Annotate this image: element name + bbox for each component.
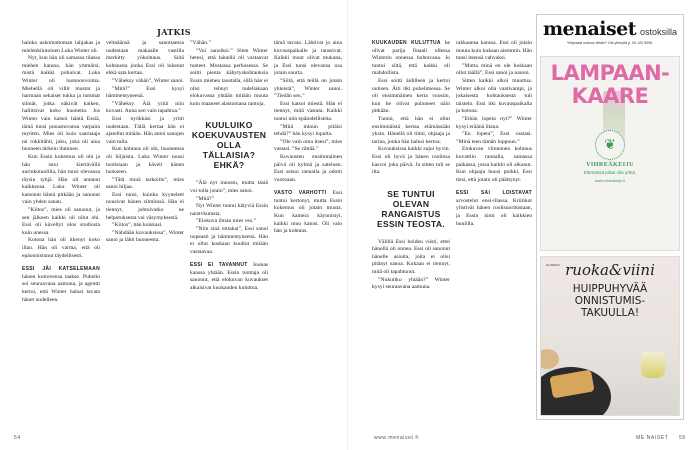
ads-header-suffix: ostoksilla: [640, 27, 678, 37]
paragraph: hainka uskomattoman lahjakas ja mielenkiintoinen Luka Winter oli.: [22, 40, 100, 54]
paragraph: velmäänsä ja sanottaessa uudestaan makaalle vastilla merkitty yökohtaus. Siitä kohtausta jonka Essi oli lukenut ehkä sata kertaa.: [106, 40, 184, 77]
menaiset-logo: menaiset: [542, 18, 637, 40]
page-number-left: 54: [14, 435, 21, 441]
paragraph: tämä tavata. Lähtivat jo aina kuvauspaikalle ja tanssivat. Kaikki muut olivat mukana, ja Essi tunsi olevansa osa jotain suurta.: [274, 40, 342, 77]
paragraph: Kun Essin kokemus oli ohi ja hän istui kiertävällä aurinkotuolilla, hän tunsi olevansa täysin tyhjä. Hän oli antanut kaikkensa. Luka Winter oli katsonut häntä pitkään ja sanonut vain yhden sanan.: [22, 153, 100, 206]
lead-in: ESSI EI TAVANNUT: [190, 262, 248, 269]
paragraph: ”Kiitos”, mies oli sanonut, ja sen jälkeen kaikki oli ollut ohi. Essi oli kävellyt ulos studiosta kuin unessa.: [22, 207, 100, 236]
paragraph: ”Nähdään kuvauksissa”, Winter sanoi ja lähti huoneesta.: [106, 229, 184, 244]
lead-in: VASTO VARHOTTI: [274, 190, 327, 197]
paragraph: ”Mitä?”: [196, 195, 215, 202]
paragraph: Kuvauksissa kaikki sujui hyvin. Essi oli hyvä ja hänen roolinsa kasvoi joka päivä. Ja sitten tuli se ilta.: [372, 146, 450, 176]
ad-url[interactable]: www.vihreakeiju.fi: [594, 179, 626, 183]
page-label: ME NAISET: [636, 435, 669, 441]
ad-publisher: GLORIAN: [546, 263, 560, 267]
lead-paragraph: [274, 190, 342, 236]
paragraph: Essi nyökkäsi ja yritti uudestaan. Tällä kertaa hän ei ajatellut mitään. Hän antoi sanojen vain tulla.: [106, 115, 184, 145]
paragraph: ”Voi sanoiksi.” Siten Winter hetesi, että hänellä oli vastaavat tunteet. Mustassa perhosessa. Se soitti pienta kähytyskohtauksia Essin miehen taustalla, sillä hän ei olisi tehnyt todellakaan elokuvassa yhtään mitään muuta kuin maaneet alastomana rantoja.: [190, 47, 268, 107]
ads-header: [540, 18, 680, 56]
paragraph: Kotona hän oli itkenyt koko illan. Hän oli varma, että oli epäonnistunut täydellisesti.: [22, 237, 100, 259]
paragraph: Kun kohtaus oli ohi, huoneessa oli hiljaista. Luka Winter nousi tuolistaan ja käveli hänen luokseen.: [106, 146, 184, 176]
lead-paragraph: [22, 266, 100, 304]
article-column-2: [106, 40, 184, 420]
paragraph: ”Kiitos”, hän kuiskasi.: [112, 222, 163, 229]
bread-image: [540, 349, 559, 369]
paragraph: ”Nukuitko yhtään?” Winter kysyi seuraavana aamuna.: [372, 276, 450, 291]
paragraph: Nyt, kun hän oli samassa tilassa miehen kanssa, hän ymmärsi, mistä kaikki puhuivat. Luka Winter oli luonnonvoima. Miehellä oli villit mustat ja harmaan sekaiset tukka ja tummat silmät, jotka näkivät kaiken, hallitsivat koko huonetta. Jos Winter vain katsoi häntä Essiä, tämä tunsi punastuvansa varpaita myöten. Mies oli kuin saarnaaja tai rokkitähti, joku, joka oli aina huoneen tärkein ihminen.: [22, 55, 100, 153]
lead-text: Joonas kanssa yhtään. Essin tuottaja oli sanonut, että elokuvan kuvaukset alkaisivat kuukauden kuluttua.: [190, 262, 268, 292]
paragraph: Tuntui, että hän ei ollut ensimmäistä kertaa elämässään yksin. Hänellä oli tiimi, ohjaaja ja tarina, jonka hän halusi kertoa.: [372, 115, 450, 145]
subhead-quote: SE TUNTUI OLEVAN RANGAISTUS ESSIN TEOSTA.: [377, 188, 445, 229]
section-title: JATKIS: [157, 27, 191, 37]
article-column-3: [190, 40, 268, 420]
paragraph: ”En lopeta”, Essi vastasi. ”Minä teen tämän loppuun.”: [456, 131, 532, 145]
page-spine: [347, 0, 348, 450]
website-url: www.menaiset.fi: [374, 435, 420, 441]
paragraph: Sitten kaikki alkoi muuttua. Winter alkoi olla vaativampi, ja jokaisesta kohtauksesta tuli taistelu. Essi itki kuvauspaikalla ja kotona.: [456, 77, 532, 115]
lead-paragraph: [456, 190, 532, 228]
lead-in: KUUKAUDEN KULUTTUA: [372, 40, 441, 46]
lead-in: ESSI SAI LOISTAVAT: [456, 190, 532, 197]
paragraph: ”Mitä?” Essi kysyi hämmentyneenä.: [106, 85, 184, 100]
paragraph: ”Ole vain oma itsesi”, mies vastasi. ”Se riittää.”: [274, 138, 342, 153]
lead-text: arvostelut ensi-illassa. Kriitikot ylistivät hänen roolisuoritustaan, ja Essin nimi oli kaikkien huulilla.: [456, 197, 532, 227]
ruoka-viini-ad[interactable]: [540, 256, 680, 416]
lead-in: ESSI JÄI KATSELEMAAN: [22, 266, 100, 273]
lead-paragraph: [372, 40, 450, 78]
article-column-1: [22, 40, 100, 420]
lead-text: Essi tuntui kertonyt, mutta Essin kokemus oli jotain muuta. Kun kamera käynnistyi, kaikki muu katosi. Oli vain hän ja kohtaus.: [274, 190, 342, 235]
article-column-4: [274, 40, 342, 420]
ad-headline: HUIPPUHYVÄÄ ONNISTUMIS- TAKUULLA!: [572, 283, 648, 319]
paragraph: Nyt Winter tuntui kätyviä Essin naistvkutusta.: [190, 203, 268, 217]
paragraph: ”Vähän.”: [190, 40, 211, 46]
paragraph: ”Niin sinä tottakai”, Essi sanoi nopeasti ja hämmentyneenä. Hän ei ollut koskaan kuullut mitään vastaavaa.: [190, 225, 268, 255]
page-number-right: 55: [679, 435, 686, 441]
ruoka-viini-logo: ruoka&viini: [565, 261, 655, 279]
paragraph: ”Elokuva ilman mies ves.”: [196, 218, 256, 225]
paragraph: Essi katsoi miestä. Hän ei tiennyt, mitä vastata. Kaikki tuntui niin epätodelliselta.: [274, 100, 342, 122]
oil-glass-image: [641, 352, 665, 378]
lead-text: he olivat parija finaali ollessa Winterin onnessa hohtavana. Jo tuntui siltä, että kaikki oli mahdollista.: [372, 40, 450, 77]
paragraph: Kuvausten ensimmäinen päivä oli kylmä ja sateinen. Essi seisoi rannalla ja odotti vuoroaan.: [274, 153, 342, 183]
pull-quote: KUULUIKO KOEKUVAUSTEN OLLA TÄLLAISIA? EHKÄ?: [191, 120, 267, 171]
paragraph: ”Väheksy. Älä yritä niin kovasti. Anna sen vain tapahtua.”: [106, 100, 184, 115]
ad-headline: LAMPAAN- KAARE: [550, 61, 670, 108]
advertise-cta: Yrityksesi mainos tähän? Ota yhteyttä p. 09 120 5090.: [566, 41, 654, 45]
lead-text: hänen kotiovensa taakse. Puhelin soi seuraavana aamuna, ja agentti kertoi, että Winter halusi tavata hänet uudelleen.: [22, 273, 100, 303]
vihreakeiju-ad[interactable]: [540, 56, 680, 251]
paragraph: ”Siitä, että teillä on jotain yhteistä”, Winter sanoi. ”Tiedän sen.”: [274, 77, 342, 100]
paragraph: ”Mitä minun pitäisi tehdä?” hän kysyi lopulta.: [274, 123, 342, 138]
paragraph: ”Älä nyt innostu, mutta tästä voi tulla jotain”, mies sanoi.: [190, 180, 268, 194]
article-column-5: [372, 40, 450, 420]
paragraph: rakkaansa kanssa. Essi oli jotain muuta kuin kukaan aiemmin. Hän tunsi itsensä vahvaksi.: [456, 40, 532, 62]
ad-tagline: Elämässä pitää olla yrttiä.: [583, 170, 637, 175]
shopping-ads-section: [536, 14, 684, 420]
paragraph: Elokuvan viimeinen kohtaus kuvattiin rannalla, samassa paikassa, jossa kaikki oli alkanut. Kun ohjaaja huusi poikki, Essi tiesi, että jotain oli päättynyt.: [456, 146, 532, 183]
paragraph: ”Tätä minä tarkoitin”, mies sanoi hiljaa.: [106, 176, 184, 191]
leaf-logo-icon: ❦: [595, 130, 625, 160]
paragraph: ”Väheksy vähän”, Winter sanoi.: [112, 77, 184, 84]
article-column-6: [456, 40, 532, 420]
paragraph: Välillä Essi hoideu viisti, ettei hänellä oli onnea. Essi oli sanonut hänelle asioita, joita ei olisi pitänyt sanoa. Kukaan ei tiennyt, mitä oli tapahtunut.: [372, 238, 450, 276]
paragraph: Essi soitti äidilleen ja kertoi uutisen. Äiti itki puhelimessa. Se oli ensimmäinen kerta vuosiin, kun he olivat puhuneet näin pitkään.: [372, 77, 450, 115]
ad-company: VIHREÄKEIJU: [586, 162, 634, 168]
paragraph: ”Ethän lopeta nyt?” Winter kysyi eräänä iltana.: [456, 115, 532, 130]
paragraph: ”Mutta minä en ole koskaan ollut täällä”, Essi sanoi ja nauroi.: [456, 62, 532, 77]
paragraph: Essi tunsi, kuinka kyyneleet nousivat hänen silmiinsä. Hän ei tiennyt, johtuivatko ne helpotuksesta vai väsymyksestä.: [106, 191, 184, 221]
lead-paragraph: [190, 262, 268, 292]
